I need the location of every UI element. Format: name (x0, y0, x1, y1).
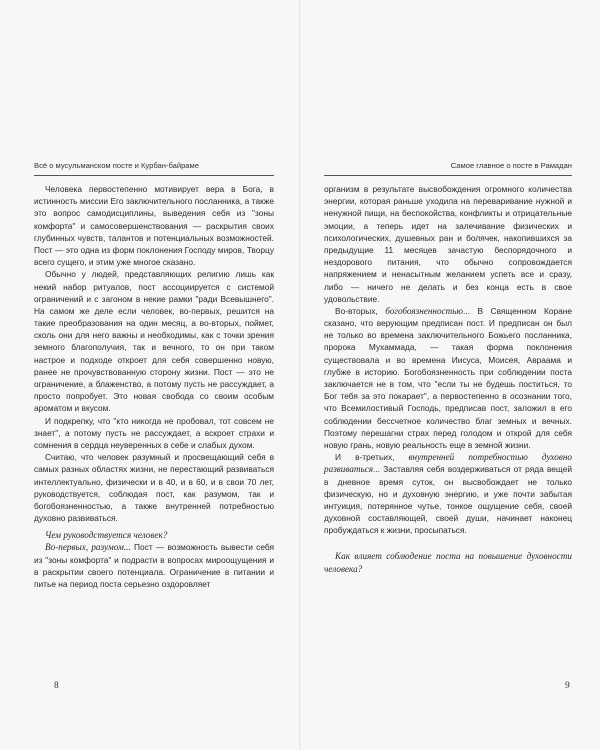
paragraph-text: ... Заставляя себя воздерживаться от ряда вещей в дневное время суток, он высвобождает не только физическую, но и духовную энергию, и уже почти забытая интуиция, потерянное чутье, тонкое ощущение себя, своей духовной составляющей, своей души, начинает наконец пробуждаться к жизни, просыпаться. (324, 464, 572, 536)
right-page (300, 0, 600, 750)
right-running-head: Самое главное о посте в Рамадан (324, 161, 572, 176)
paragraph-text: Пост — возможность вывести себя из "зоны комфорта" и подрасти в вопросах мироощущения и в раскрытии своего потенциала. Ограничение в питании и питье на период поста серьезно оздоровляет (34, 542, 274, 589)
paragraph (324, 305, 572, 451)
emphasis-text: внутренней потребностью духовно развиваться (324, 452, 572, 475)
left-running-head: Всё о мусульманском посте и Курбан-байраме (34, 161, 274, 176)
paragraph: Считаю, что человек разумный и просвещающий себя в самых разных областях жизни, не перестающий развиваться интеллектуально, физически и в 40, и в 60, и в свои 70 лет, руководствуется, соблюдая пост, как разумом, так и богобоязненностью, а также внутренней потребностью духовно развиваться. (34, 452, 274, 524)
paragraph-text: И в-третьих, (335, 452, 409, 463)
paragraph: Обычно у людей, представляющих религию лишь как некий набор ритуалов, пост ассоциируется с системой ограничений и с загоном в некие рамки "ради Всевышнего". На самом же деле если человек, во-первых, решится на такие преобразования на один месяц, а во-вторых, поймет, сколь они для него важны и необходимы, как с точки зрения земного благополучия, так и вечного, то он при таком настрое и подходе откроет для себя совершенно новую, ранее не прочувствованную сторону жизни. Пост — это не ограничение, а блаженство, а потому пусть не рассуждает, а просто попробует. Это новая свобода со своим особым ароматом и вкусом. (34, 269, 274, 414)
right-page-number: 9 (565, 681, 570, 691)
paragraph: организм в результате высвобождения огромного количества энергии, которая раньше уходила на переваривание нужной и ненужной пищи, на беспокойства, конфликты и отрицательные эмоции, а теперь идет на залечивание физических и психологических, душевных ран и болячек, накопившихся за предыдущие 11 месяцев зачастую беспорядочного и нездорового питания, что обычно сопровождается напряжением и ненасытным желанием успеть все и сразу, либо — ничего не делать и без конца есть в свое удовольствие. (324, 184, 572, 304)
paragraph-text: Во-вторых, (335, 305, 386, 316)
paragraph (34, 541, 274, 590)
section-question: Чем руководствуется человек? (45, 530, 168, 541)
section-question: Как влияет соблюдение поста на повышение духовности человека? (324, 551, 572, 574)
left-page-body (34, 183, 274, 590)
paragraph: И подкрепку, что "кто никогда не пробовал, тот совсем не знает", а потому пусть не рассуждает, а вскроет страхи и сомнения в сердца неуверенных в себе и слабых духом. (34, 415, 274, 450)
paragraph-text: ... В Священном Коране сказано, что верующим предписан пост. И предписан он был не только во времена заключительного Божьего посланника, пророка Мухаммада, — такая форма поклонения существовала и во времена Иисуса, Моисея, Авраама и глубже в историю. Богобоязненность при соблюдении поста заключается не в том, что "если ты не будешь поститься, то Бог тебя за это покарает", а первостепенно в осознании того, что Всемилостивый Господь, предписав пост, заложил в его соблюдении бессчетное количество благ земных и вечных. Поэтому перешагни страх перед голодом и открой для себя новую грань, новую реальность еще в земной жизни. (324, 305, 572, 450)
paragraph: Человека первостепенно мотивирует вера в Бога, в истинность миссии Его заключительного посланника, а также это вопрос самодисциплины, выведения себя из "зоны комфорта" и самосовершенствования — раскрытия своих глубинных чувств, талантов и потенциальных возможностей. Пост — это одна из форм поклонения Господу миров, Творцу всего сущего, и этим уже многое сказано. (34, 184, 274, 268)
emphasis-text: Во-первых, разумом... (45, 542, 131, 553)
paragraph (324, 451, 572, 536)
right-page-body (324, 183, 572, 575)
left-page-number: 8 (54, 681, 59, 691)
emphasis-text: богобоязненностью (385, 305, 463, 316)
